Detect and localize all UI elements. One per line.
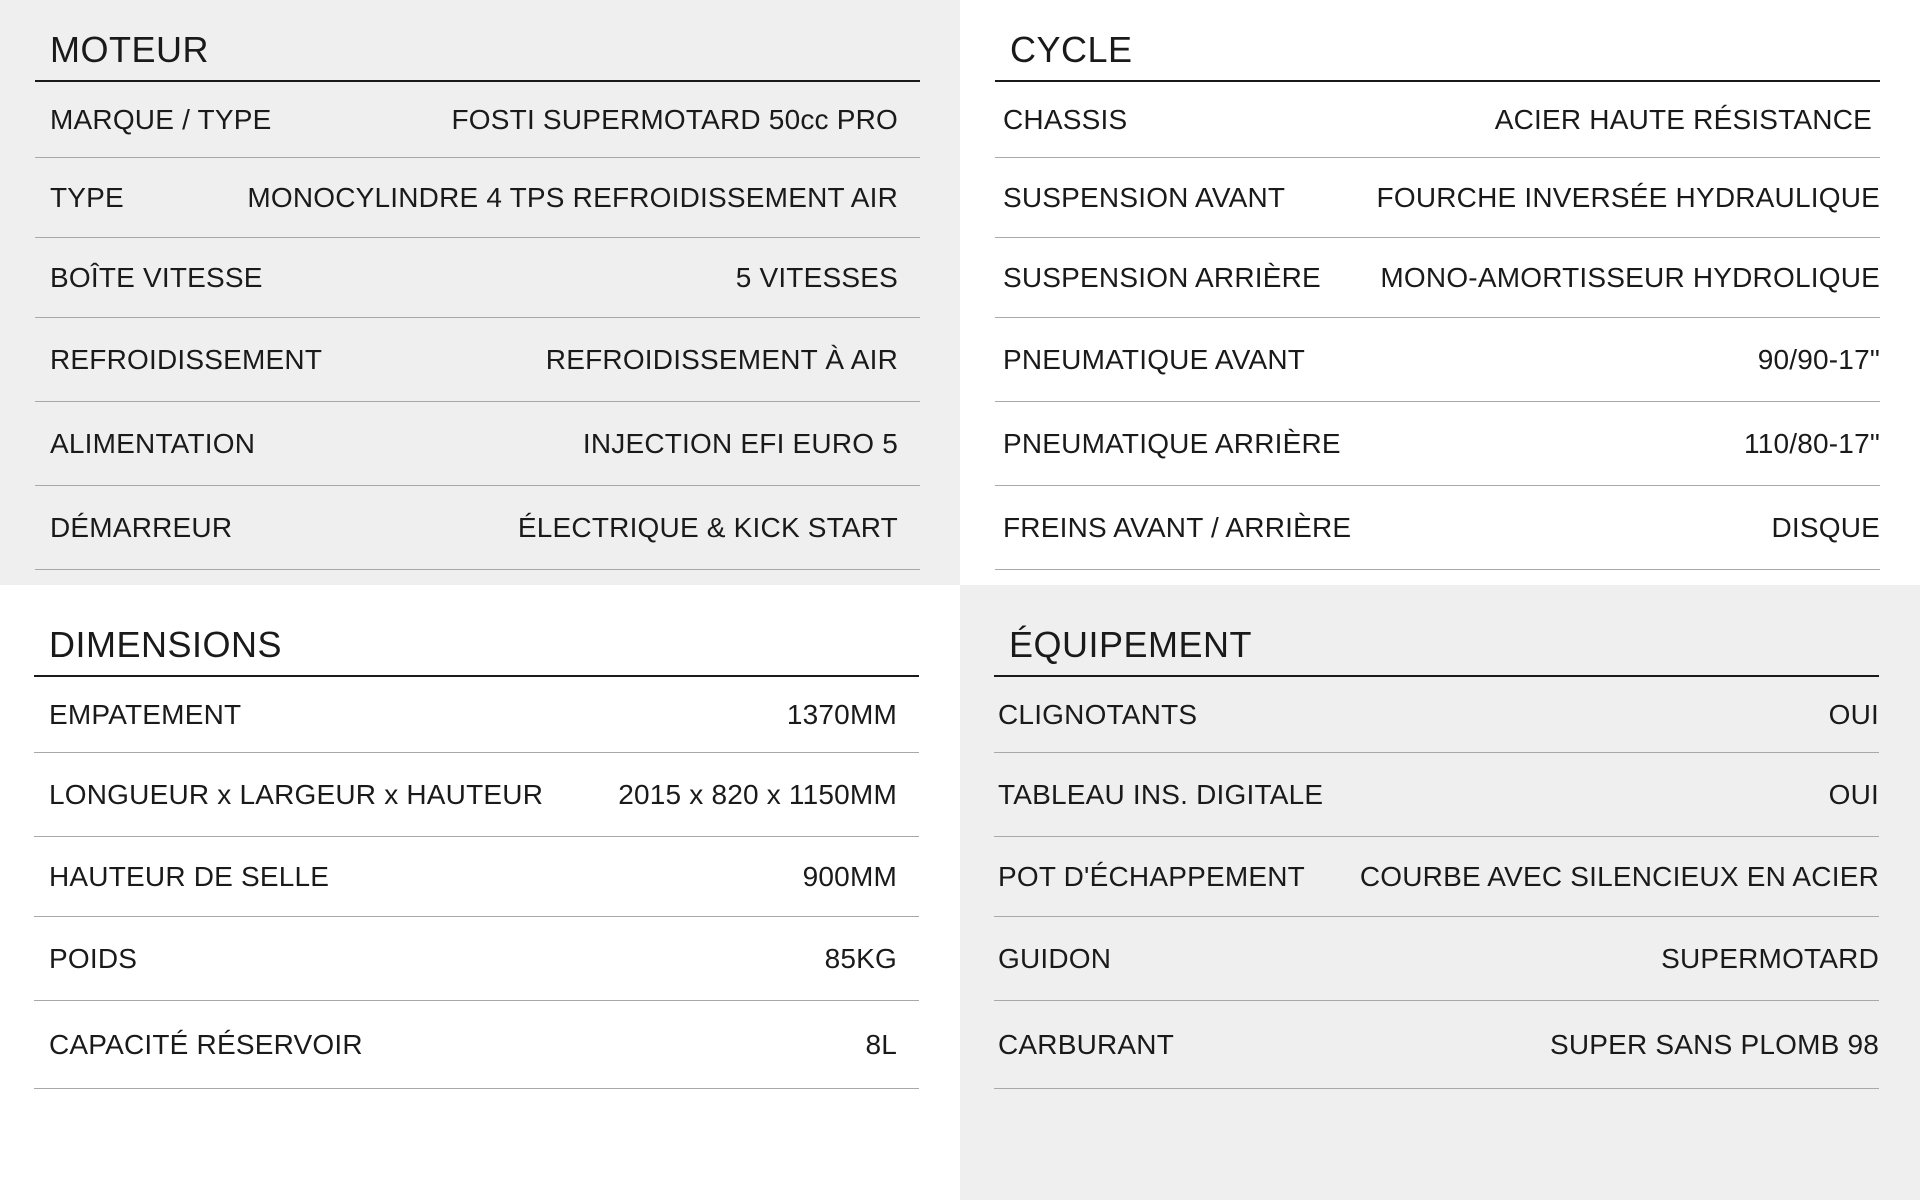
spec-value: SUPERMOTARD xyxy=(1661,942,1879,974)
spec-value: 2015 x 820 x 1150MM xyxy=(618,778,897,810)
moteur-section xyxy=(35,30,920,570)
spec-row xyxy=(994,1001,1879,1089)
spec-row xyxy=(995,318,1880,402)
spec-row xyxy=(34,753,919,837)
spec-row xyxy=(994,677,1879,753)
moteur-title: MOTEUR xyxy=(35,30,920,82)
spec-label: CHASSIS xyxy=(1003,103,1128,135)
spec-row xyxy=(995,486,1880,570)
spec-value: OUI xyxy=(1828,778,1879,810)
spec-value: FOSTI SUPERMOTARD 50cc PRO xyxy=(451,103,898,135)
spec-value: ACIER HAUTE RÉSISTANCE xyxy=(1494,103,1872,135)
spec-row xyxy=(34,677,919,753)
dimensions-title: DIMENSIONS xyxy=(34,625,919,677)
spec-label: CAPACITÉ RÉSERVOIR xyxy=(49,1028,363,1060)
cycle-section xyxy=(995,30,1880,570)
spec-label: POIDS xyxy=(49,942,138,974)
spec-value: REFROIDISSEMENT À AIR xyxy=(545,343,898,375)
spec-row xyxy=(35,402,920,486)
spec-label: CLIGNOTANTS xyxy=(998,698,1198,730)
dimensions-panel xyxy=(0,585,960,1200)
spec-row xyxy=(35,158,920,238)
spec-row xyxy=(34,837,919,917)
spec-label: TABLEAU INS. DIGITALE xyxy=(998,778,1324,810)
moteur-panel xyxy=(0,0,960,585)
spec-value: 900MM xyxy=(802,860,897,892)
spec-value: ÉLECTRIQUE & KICK START xyxy=(517,511,898,543)
equipement-title: ÉQUIPEMENT xyxy=(994,625,1879,677)
spec-row xyxy=(35,238,920,318)
spec-row xyxy=(35,318,920,402)
spec-value: 5 VITESSES xyxy=(735,261,898,293)
spec-row xyxy=(994,753,1879,837)
spec-label: DÉMARREUR xyxy=(50,511,233,543)
cycle-title: CYCLE xyxy=(995,30,1880,82)
spec-value: DISQUE xyxy=(1771,511,1880,543)
cycle-panel xyxy=(960,0,1920,585)
spec-value: FOURCHE INVERSÉE HYDRAULIQUE xyxy=(1376,181,1880,213)
spec-value: 85KG xyxy=(824,942,897,974)
spec-label: POT D'ÉCHAPPEMENT xyxy=(998,860,1305,892)
spec-value: SUPER SANS PLOMB 98 xyxy=(1549,1028,1879,1060)
spec-label: PNEUMATIQUE AVANT xyxy=(1003,343,1306,375)
equipement-section xyxy=(994,625,1879,1089)
spec-label: GUIDON xyxy=(998,942,1112,974)
spec-label: PNEUMATIQUE ARRIÈRE xyxy=(1003,427,1341,459)
spec-label: EMPATEMENT xyxy=(49,698,242,730)
spec-row xyxy=(35,82,920,158)
spec-row xyxy=(994,837,1879,917)
spec-value: COURBE AVEC SILENCIEUX EN ACIER xyxy=(1359,860,1879,892)
spec-value: 90/90-17" xyxy=(1757,343,1880,375)
spec-label: ALIMENTATION xyxy=(50,427,256,459)
spec-label: REFROIDISSEMENT xyxy=(50,343,323,375)
spec-label: TYPE xyxy=(50,181,124,213)
spec-label: CARBURANT xyxy=(998,1028,1175,1060)
spec-label: MARQUE / TYPE xyxy=(50,103,272,135)
spec-row xyxy=(995,158,1880,238)
spec-label: SUSPENSION ARRIÈRE xyxy=(1003,261,1321,293)
spec-row xyxy=(35,486,920,570)
spec-label: HAUTEUR DE SELLE xyxy=(49,860,330,892)
spec-value: MONOCYLINDRE 4 TPS REFROIDISSEMENT AIR xyxy=(247,181,898,213)
spec-row xyxy=(34,917,919,1001)
spec-value: OUI xyxy=(1828,698,1879,730)
spec-row xyxy=(995,82,1880,158)
spec-row xyxy=(995,238,1880,318)
spec-row xyxy=(995,402,1880,486)
spec-label: LONGUEUR x LARGEUR x HAUTEUR xyxy=(49,778,544,810)
spec-row xyxy=(34,1001,919,1089)
spec-value: INJECTION EFI EURO 5 xyxy=(582,427,898,459)
spec-value: 8L xyxy=(865,1028,897,1060)
spec-row xyxy=(994,917,1879,1001)
dimensions-section xyxy=(34,625,919,1089)
spec-label: FREINS AVANT / ARRIÈRE xyxy=(1003,511,1352,543)
spec-value: 1370MM xyxy=(786,698,897,730)
spec-value: 110/80-17" xyxy=(1744,427,1880,459)
spec-label: SUSPENSION AVANT xyxy=(1003,181,1286,213)
equipement-panel xyxy=(960,585,1920,1200)
spec-value: MONO-AMORTISSEUR HYDROLIQUE xyxy=(1380,261,1880,293)
spec-label: BOÎTE VITESSE xyxy=(50,261,263,293)
